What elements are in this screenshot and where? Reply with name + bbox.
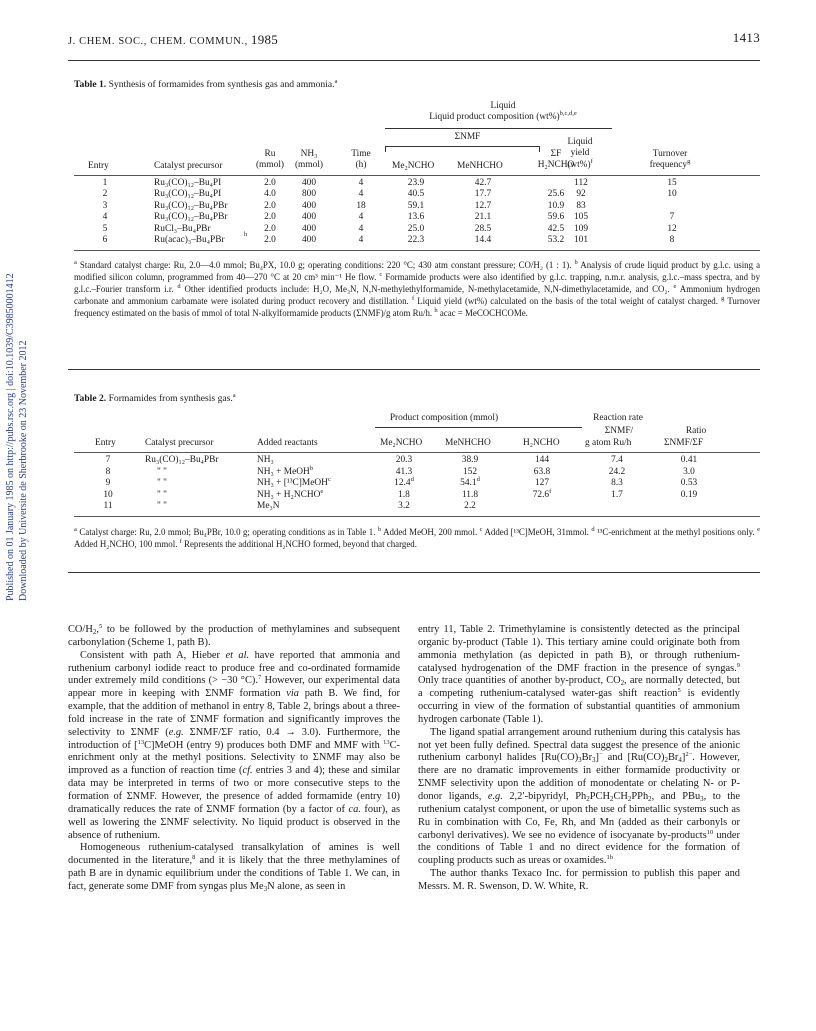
table2-cell-entry <box>96 467 120 478</box>
table1-cell-menhcho: 14.4 <box>474 235 492 246</box>
table2-value-ratio: 0.41 <box>680 455 698 465</box>
table2-note-added: e <box>320 487 324 495</box>
table2-rate-top: ΣNMF/ <box>604 426 634 436</box>
t2-col-ratio-unit: ΣNMF/ΣF <box>664 438 704 448</box>
table1-cell-catalyst: Ru(acac)₃–Bu₄PBr <box>154 235 225 246</box>
table1-liquid-header: Liquid yield $(wt\%)^f$ <box>567 137 593 170</box>
table2-cell-rate <box>592 455 642 466</box>
table2-value-added: NH₃ + H₂NCHO <box>257 489 321 500</box>
table1-cell-time: 4 <box>358 212 364 223</box>
table2-value-entry: 11 <box>103 501 113 512</box>
table2-cell-menhcho <box>445 467 495 478</box>
table1-cell-catalyst: Ru₃(CO)₁₂–Bu₄PI <box>154 178 222 188</box>
table2-note-added: c <box>327 476 331 484</box>
table1-end-rule <box>68 369 760 370</box>
table2-cell-rate <box>592 478 642 489</box>
table1-cell-catalyst: Ru₃(CO)₁₂–Bu₄PBr <box>154 212 228 223</box>
table1-cell-menhcho: 12.7 <box>474 200 492 211</box>
table1-subgroup-header: ΣNMF <box>454 132 481 142</box>
t2-col-h2ncho: H₂NCHO <box>523 438 560 448</box>
body-column-left: $CO/H_2,^5$ to be followed by the production of methylamines and subsequent carbonylation (Scheme 1, path B). Consistent with path A, Hieber et al. have reported that ammonia and ruthenium carbonyl iodide react to produce free and co-ordinated formamide under extremely mild conditions (> −30 °C).$^7$ However, our experimental data appear more in keeping with ΣNMF formation via path B. We find, for example, that the addition of methanol in entry 8, Table 2, brings about a three-fold increase in the rate of ΣNMF formation and significantly improves the selectivity to ΣNMF (e.g. ΣNMF/ΣF ratio, 0.4 → 3.0). Furthermore, the introduction of [$^{13}$C]MeOH (entry 9) produces both DMF and MMF with $^{13}$C-enrichment only at the methyl positions. Selectivity to ΣNMF may also be improved as a function of reaction time (cf. entries 3 and 4); these and similar data may be interpreted in terms of two or more consecutive steps to the formation of ΣNMF. However, the presence of added formamide (entry 10) dramatically reduces the rate of ΣNMF formation (by a factor of ca. four), as well as lowering the ΣNMF selectivity. No liquid product is observed in the absence of ruthenium. Homogeneous ruthenium-catalysed transalkylation of amines is well documented in the literature,$^8$ and it is likely that the three methylamines of path B are in dynamic equilibrium under the conditions of Table 1. We can, in fact, generate some DMF from syngas plus $Me_3N$ alone, as seen in <box>68 623 401 893</box>
t2-col-menhcho: MeNHCHO <box>445 438 491 448</box>
col-ru: Ru (mmol) <box>255 149 285 171</box>
table1-cell-ru: 2.0 <box>264 212 276 223</box>
published-side-note[interactable]: Published on 01 January 1985 on http://pubs.rsc.org | doi:10.1039/C39850001412 <box>5 273 16 601</box>
table2-cell-entry <box>96 501 120 512</box>
table2-cell-added <box>257 478 372 489</box>
table2-cell-catalyst <box>145 478 245 489</box>
table2-value-rate: 24.2 <box>608 466 626 477</box>
table2-note-menhcho: d <box>476 476 480 484</box>
table1-cell-time: 18 <box>356 200 366 211</box>
table2-cell-h2ncho <box>515 478 569 489</box>
table1-label: Table 1. <box>74 79 107 90</box>
table1-cell-yield: 112 <box>574 178 588 188</box>
col-me2ncho: Me₂NCHO <box>392 161 435 171</box>
table1-cell-ru: 2.0 <box>264 200 276 211</box>
table1-cell-entry: 5 <box>102 223 108 234</box>
table2-value-catalyst: " " <box>157 489 167 500</box>
table1-cell-menhcho: 42.7 <box>474 178 492 188</box>
table2-value-me2ncho: 1.8 <box>398 489 410 500</box>
col-nh3: NH₃ (mmol) <box>294 149 324 171</box>
table2-cell-me2ncho <box>380 478 428 489</box>
table2-value-added: NH₃ <box>257 455 274 465</box>
table2-cell-entry <box>96 478 120 489</box>
table1-row: 6 Ru(acac)₃–Bu₄PBr h 2.0 400 4 22.3 14.4 53.2 101 8 <box>0 235 816 246</box>
table2-value-catalyst: Ru₃(CO)₁₂–Bu₄PBr <box>145 455 219 465</box>
table2-bottom-rule <box>74 516 760 517</box>
table2-cell-me2ncho <box>380 467 428 478</box>
table1-cell-turnover: 7 <box>669 212 675 223</box>
table1-cell-h2ncho: 25.6 <box>547 189 565 200</box>
table2-value-h2ncho: 144 <box>534 455 550 465</box>
table2-value-entry: 8 <box>105 466 111 477</box>
table2-header-rule <box>74 452 760 453</box>
table1-cell-me2ncho: 22.3 <box>407 235 425 246</box>
table2-value-added: Me₃N <box>257 501 280 512</box>
table1-cell-time: 4 <box>358 178 364 188</box>
table2-value-ratio: 3.0 <box>683 466 695 477</box>
table2-cell-added <box>257 487 372 501</box>
table2-group-rule <box>375 427 582 428</box>
table1-cell-me2ncho: 23.9 <box>407 178 425 188</box>
table1-cell-turnover: 8 <box>669 235 675 246</box>
table1-cell-yield: 101 <box>573 235 589 246</box>
table1-cell-h2ncho: 10.9 <box>547 200 565 211</box>
table2-value-entry: 9 <box>105 478 111 489</box>
table2-row <box>0 464 816 478</box>
table2-value-entry: 10 <box>103 489 113 500</box>
table1-cell-ru: 2.0 <box>264 178 276 188</box>
table1-caption: Table 1. Synthesis of formamides from synthesis gas and ammonia.$^a$ <box>74 78 338 90</box>
table1-row <box>0 212 816 223</box>
table1-cell-nh3: 400 <box>301 212 317 223</box>
table2-value-menhcho: 54.1 <box>460 478 477 489</box>
table1-cell-turnover: 15 <box>667 178 677 188</box>
t2-col-entry: Entry <box>95 438 116 448</box>
t2-col-rate-unit: g atom Ru/h <box>585 438 632 448</box>
table2-cell-catalyst <box>145 455 245 466</box>
page-number: 1413 <box>732 30 760 45</box>
col-entry: Entry <box>88 161 109 171</box>
table2-value-rate: 1.7 <box>611 489 623 500</box>
table2-cell-menhcho <box>445 501 495 512</box>
table2-cell-h2ncho <box>515 455 569 466</box>
table2-value-menhcho: 2.2 <box>464 501 476 512</box>
table2-caption: Table 2. Formamides from synthesis gas.$^a$ <box>74 392 236 404</box>
table2-cell-added <box>257 464 372 478</box>
table1-header-rule <box>74 175 760 176</box>
table2-note-added: b <box>309 464 314 472</box>
table2-row <box>0 478 816 489</box>
table2-row <box>0 501 816 512</box>
table1-cell-ru: 2.0 <box>264 235 276 246</box>
table2-row <box>0 487 816 501</box>
table1-cell-yield: 105 <box>573 212 589 223</box>
table1-cell-yield: 83 <box>576 200 586 211</box>
col-time: Time (h) <box>351 149 371 171</box>
col-sf: ΣF H₂NCHO <box>537 149 575 171</box>
table2-value-rate: 8.3 <box>611 478 623 489</box>
table1-cell-catalyst: Ru₃(CO)₁₂–Bu₄PBr <box>154 200 228 211</box>
table2-end-rule <box>68 572 760 573</box>
table2-cell-ratio <box>664 490 714 501</box>
table1-cell-menhcho: 28.5 <box>474 223 492 234</box>
table2-value-me2ncho: 20.3 <box>395 455 413 465</box>
table1-cell-time: 4 <box>358 223 364 234</box>
table2-cell-menhcho <box>445 478 495 489</box>
table2-group-header: Product composition (mmol) <box>389 413 499 423</box>
table2-value-menhcho: 38.9 <box>461 455 479 465</box>
table2-value-catalyst: " " <box>157 466 167 477</box>
col-menhcho: MeNHCHO <box>457 161 503 171</box>
table1-cell-nh3: 400 <box>301 223 317 234</box>
t2-col-me2ncho: Me₂NCHO <box>380 438 423 448</box>
table2-row <box>0 455 816 466</box>
table1-cell-h2ncho: 42.5 <box>547 223 565 234</box>
table2-cell-menhcho <box>445 490 495 501</box>
t2-col-added: Added reactants <box>257 438 318 448</box>
table1-cell-ru: 4.0 <box>264 189 276 200</box>
table2-cell-entry <box>96 455 120 466</box>
table1-row <box>0 189 816 200</box>
table1-cell-nh3: 400 <box>301 178 317 188</box>
table2-value-ratio: 0.19 <box>680 489 698 500</box>
table1-group-rule <box>385 128 612 129</box>
table1-cell-nh3: 400 <box>301 200 317 211</box>
table2-note-h2ncho: f <box>549 487 552 495</box>
table2-value-me2ncho: 41.3 <box>395 466 413 477</box>
table2-value-me2ncho: 3.2 <box>398 501 410 512</box>
table2-value-h2ncho: 127 <box>534 478 550 489</box>
table2-cell-added <box>257 501 372 512</box>
table1-cell-yield: 92 <box>576 189 586 200</box>
table2-cell-entry <box>96 490 120 501</box>
table1-cell-turnover: 12 <box>667 223 677 234</box>
col-turnover: Turnover frequency$^g$ <box>649 149 691 171</box>
table1-cell-turnover: 10 <box>667 189 677 200</box>
table1-cell-entry: 3 <box>102 200 108 211</box>
table2-cell-catalyst <box>145 467 245 478</box>
table1-cell-menhcho: 17.7 <box>474 189 492 200</box>
table2-cell-rate <box>592 490 642 501</box>
table1-subgroup-bracket <box>385 146 540 152</box>
table1-cell-nh3: 400 <box>301 235 317 246</box>
table2-cell-catalyst <box>145 490 245 501</box>
table1-cell-entry: 6 <box>102 235 108 246</box>
t2-col-catalyst: Catalyst precursor <box>145 438 214 448</box>
downloaded-side-note: Downloaded by Universite de Sherbrooke on 23 November 2012 <box>18 340 29 601</box>
table2-label: Table 2. <box>74 393 107 404</box>
journal-title: J. CHEM. SOC., CHEM. COMMUN., 1985 <box>68 32 279 47</box>
table2-rate-header: Reaction rate <box>593 413 643 423</box>
body-column-right: entry 11, Table 2. Trimethylamine is consistently detected as the principal organic by-product (Table 1). This tertiary amine could originate both from ammonia methylation (as depicted in path B), or through ruthenium-catalysed hydrogenation of the DMF fraction in the presence of syngas.$^9$ Only trace quantities of another by-product, $CO_2$, are normally detected, but a competing ruthenium-catalysed water-gas shift reaction$^5$ is evidently occurring in view of the formation of substantial quantities of ammonium hydrogen carbonate (Table 1). The ligand spatial arrangement around ruthenium during this catalysis has not yet been fully defined. Spectral data suggest the presence of the anionic ruthenium carbonyl halides $[Ru(CO)_3Br_3]^-$ and $[Ru(CO)_2Br_4]^{2-}$. However, there are no dramatic improvements in either formamide productivity or ΣNMF selectivity upon the addition of monodentate or chelating N- or P-donor ligands, e.g. 2,2′-bipyridyl, $Ph_2PCH_2CH_2PPh_2$, and PBu$_3$, to the ruthenium catalyst component, or upon the use of bimetallic systems such as Ru in combination with Co, Fe, Rh, and Mn (added as their carbonyls or carbonyl derivatives). We see no evidence of isocyanate by-products$^{10}$ under the conditions of Table 1 and no direct evidence for the formation of coupling products such as ureas or oxamides.$^{1b}$ The author thanks Texaco Inc. for permission to publish this paper and Messrs. M. R. Swenson, D. W. White, R. <box>418 624 741 892</box>
table1-row <box>0 201 816 212</box>
col-catalyst: Catalyst precursor <box>154 161 223 171</box>
table1-title: Synthesis of formamides from synthesis gas and ammonia. <box>108 79 335 90</box>
table2-value-h2ncho: 72.6 <box>532 489 550 500</box>
table2-footnotes: $^a$ Catalyst charge: Ru, 2.0 mmol; Bu₄PBr, 10.0 g; operating conditions as in Table 1. $^b$ Added MeOH, 200 mmol. $^c$ Added [¹³C]MeOH, 31mmol. $^d$ ¹³C-enrichment at the methyl positions only. $^e$ Added H₂NCHO, 100 mmol. $^f$ Represents the additional H₂NCHO formed, beyond that charged. <box>74 526 761 549</box>
table2-value-rate: 7.4 <box>611 455 623 465</box>
table1-cell-entry: 2 <box>102 189 108 200</box>
table2-cell-catalyst <box>145 501 245 512</box>
table2-note-me2ncho: d <box>410 476 414 484</box>
table2-value-catalyst: " " <box>157 501 167 512</box>
table1-cell-me2ncho: 25.0 <box>407 223 425 234</box>
table2-cell-menhcho <box>445 455 495 466</box>
table2-cell-h2ncho <box>515 487 569 501</box>
table1-cell-catalyst: Ru₃(CO)₁₂–Bu₄PI <box>154 189 222 200</box>
table1-cell-me2ncho: 40.5 <box>407 189 425 200</box>
table2-cell-ratio <box>664 478 714 489</box>
table2-value-added: NH₃ + [¹³C]MeOH <box>257 478 328 489</box>
table2-cell-ratio <box>664 455 714 466</box>
table1-footnotes: $^a$ Standard catalyst charge: Ru, 2.0—4.0 mmol; Bu₄PX, 10.0 g; operating conditions: 220 °C; 430 atm constant pressure; CO/H₂ (1 : 1). $^b$ Analysis of crude liquid product by g.l.c. using a modified silicon column, programmed from 40—270 °C at 20 cm³ min⁻¹ He flow. $^c$ Formamide products were also identified by g.l.c. trapping, n.m.r. analysis, g.l.c.–mass spectra, and by g.l.c.–Fourier transform i.r. $^d$ Other identified products include: H₂O, Me₃N, N,N-methylethylformamide, N-methylacetamide, N,N-dimethylacetamide, and CO₂. $^e$ Ammonium hydrogen carbonate and ammonium carbamate were isolated during product recovery and distillation. $^f$ Liquid yield (wt%) calculated on the basis of the total weight of catalyst charged. $^g$ Turnover frequency estimated on the basis of mmol of total N-alkylformamide products (ΣNMF)/g atom Ru/h. $^h$ acac = MeCOCHCOMe. <box>74 259 761 318</box>
table1-group-header: Liquid Liquid product composition $(wt\%)^{b,c,d,e}$ <box>429 101 577 123</box>
table1-row <box>0 224 816 235</box>
table2-value-entry: 7 <box>105 455 111 465</box>
table1-cell-menhcho: 21.1 <box>474 212 492 223</box>
table1-cell-entry: 4 <box>102 212 108 223</box>
table1-cell-h2ncho: 59.6 <box>547 212 565 223</box>
table2-value-me2ncho: 12.4 <box>394 478 411 489</box>
table1-cell-nh3: 800 <box>301 189 317 200</box>
table1-cell-time: 4 <box>358 189 364 200</box>
journal-year: 1985 <box>250 32 279 47</box>
table2-cell-me2ncho <box>380 501 428 512</box>
table1-bottom-rule <box>74 250 760 251</box>
table1-cell-h2ncho: 53.2 <box>547 235 565 246</box>
table2-value-menhcho: 11.8 <box>461 489 479 500</box>
running-head <box>68 30 760 48</box>
table2-value-catalyst: " " <box>157 478 167 489</box>
table2-ratio-top: Ratio <box>685 426 707 436</box>
table2-value-added: NH₃ + MeOH <box>257 466 310 477</box>
table1-cell-ru: 2.0 <box>264 223 276 234</box>
table2-title: Formamides from synthesis gas. <box>108 393 233 404</box>
table2-cell-rate <box>592 467 642 478</box>
table1-cell-entry: 1 <box>102 178 108 188</box>
table1-cell-time: 4 <box>358 235 364 246</box>
table1-cell-me2ncho: 13.6 <box>407 212 425 223</box>
table1-cell-yield: 109 <box>573 223 589 234</box>
table1-row <box>0 178 816 189</box>
table2-value-menhcho: 152 <box>462 466 478 477</box>
table2-cell-me2ncho <box>380 490 428 501</box>
table1-cell-me2ncho: 59.1 <box>407 200 425 211</box>
table2-value-ratio: 0.53 <box>680 478 698 489</box>
header-rule <box>68 60 760 61</box>
table2-cell-me2ncho <box>380 455 428 466</box>
table2-cell-h2ncho <box>515 467 569 478</box>
table2-cell-added <box>257 455 372 466</box>
table2-value-h2ncho: 63.8 <box>533 466 551 477</box>
table2-cell-ratio <box>664 467 714 478</box>
table1-cell-catalyst: RuCl₃–Bu₄PBr <box>154 223 211 234</box>
